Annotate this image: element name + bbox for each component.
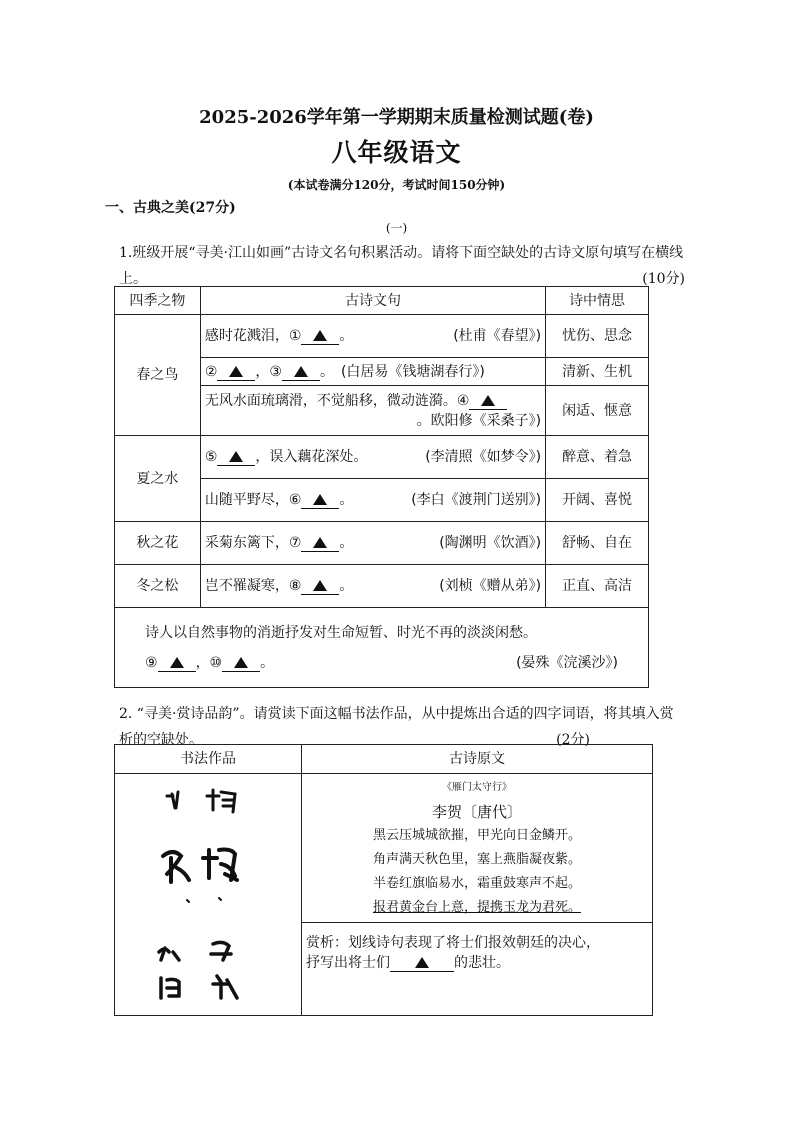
header-verse: 古诗文句 bbox=[200, 287, 545, 315]
verse-row-1: 感时花溅泪，① 。 (杜甫《春望》) bbox=[200, 315, 545, 358]
analysis-line-2: 抒写出将士们 的悲壮。 bbox=[305, 955, 510, 971]
analysis-line-1: 赏析：划线诗句表现了将士们报效朝廷的决心， bbox=[305, 935, 600, 951]
triangle-icon bbox=[313, 494, 327, 505]
header-season: 四季之物 bbox=[115, 287, 201, 315]
poem-fill-table bbox=[114, 286, 649, 688]
question-1-score: (10分) bbox=[642, 271, 685, 287]
poem-line: 黑云压城城欲摧，甲光向日金鳞开。 bbox=[372, 828, 581, 843]
emotion-row-5: 开阔、喜悦 bbox=[546, 479, 649, 522]
poem-line: 半卷红旗临易水，霜重鼓寒声不起。 bbox=[372, 876, 581, 891]
triangle-icon bbox=[481, 395, 495, 406]
header-emotion: 诗中情思 bbox=[546, 287, 649, 315]
poem-line-underlined: 报君黄金台上意，提携玉龙为君死。 bbox=[372, 900, 581, 915]
season-summer: 夏之水 bbox=[115, 436, 201, 522]
emotion-row-1: 忧伤、思念 bbox=[546, 315, 649, 358]
answer-blank-7[interactable] bbox=[301, 535, 339, 552]
verse-row-2: ② ，③ 。 (白居易《钱塘湖春行》) bbox=[200, 358, 545, 386]
verse-row-6: 采菊东篱下，⑦ 。 (陶渊明《饮酒》) bbox=[200, 522, 545, 565]
calligraphy-image bbox=[115, 784, 299, 1006]
emotion-row-6: 舒畅、自在 bbox=[546, 522, 649, 565]
answer-blank-5[interactable] bbox=[217, 449, 255, 466]
answer-blank-analysis[interactable] bbox=[390, 955, 454, 972]
season-winter: 冬之松 bbox=[115, 565, 201, 608]
emotion-row-3: 闲适、惬意 bbox=[546, 386, 649, 436]
calligraphy-table bbox=[114, 744, 653, 1016]
exam-title: 2025-2026学年第一学期期末质量检测试题(卷) bbox=[199, 107, 594, 128]
emotion-row-7: 正直、高洁 bbox=[546, 565, 649, 608]
question-1-text: 1.班级开展“寻美·江山如画”古诗文名句积累活动。请将下面空缺处的古诗文原句填写在横线上。 bbox=[119, 245, 684, 287]
subject-title: 八年级语文 bbox=[331, 138, 462, 167]
emotion-row-2: 清新、生机 bbox=[546, 358, 649, 386]
poem-title: 《雁门太守行》 bbox=[441, 782, 512, 793]
analysis-cell bbox=[301, 923, 652, 1016]
emotion-row-4: 醉意、着急 bbox=[546, 436, 649, 479]
verse-row-4: ⑤ ，误入藕花深处。 (李清照《如梦令》) bbox=[200, 436, 545, 479]
answer-blank-1[interactable] bbox=[301, 328, 339, 345]
question-2-text: 2. “寻美·赏诗品韵”。请赏读下面这幅书法作品，从中提炼出合适的四字词语，将其填入赏析的空缺处。 bbox=[119, 706, 674, 748]
triangle-icon bbox=[229, 366, 243, 377]
verse-row-7: 岂不罹凝寒，⑧ 。 (刘桢《赠从弟》) bbox=[200, 565, 545, 608]
question-1 bbox=[119, 240, 685, 292]
question-2-score: (2分) bbox=[556, 732, 590, 748]
verse-row-8: 诗人以自然事物的消逝抒发对生命短暂、时光不再的淡淡闲愁。 ⑨ ，⑩ 。 (晏殊《浣溪沙》) bbox=[115, 608, 649, 688]
answer-blank-10[interactable] bbox=[222, 655, 260, 672]
section-heading: 一、古典之美(27分) bbox=[105, 200, 236, 216]
triangle-icon bbox=[415, 957, 429, 968]
triangle-icon bbox=[313, 330, 327, 341]
verse-row-5: 山随平野尽，⑥ 。 (李白《渡荆门送别》) bbox=[200, 479, 545, 522]
season-spring: 春之鸟 bbox=[115, 315, 201, 436]
answer-blank-2[interactable] bbox=[217, 364, 255, 381]
answer-blank-9[interactable] bbox=[158, 655, 196, 672]
triangle-icon bbox=[234, 657, 248, 668]
answer-blank-4[interactable] bbox=[469, 393, 507, 410]
triangle-icon bbox=[294, 366, 308, 377]
verse-row-3: 无风水面琉璃滑，不觉船移，微动涟漪。④ 。欧阳修《采桑子》) bbox=[200, 386, 545, 436]
triangle-icon bbox=[229, 451, 243, 462]
header-poem: 古诗原文 bbox=[301, 745, 652, 774]
part-label: (一) bbox=[385, 221, 408, 235]
triangle-icon bbox=[170, 657, 184, 668]
calligraphy-cell bbox=[115, 774, 302, 1016]
triangle-icon bbox=[313, 580, 327, 591]
poem-line: 角声满天秋色里，塞上燕脂凝夜紫。 bbox=[372, 852, 581, 867]
exam-note: (本试卷满分120分，考试时间150分钟) bbox=[287, 178, 506, 192]
poem-author: 李贺〔唐代〕 bbox=[431, 803, 522, 821]
poem-cell bbox=[301, 774, 652, 923]
season-autumn: 秋之花 bbox=[115, 522, 201, 565]
answer-blank-6[interactable] bbox=[301, 492, 339, 509]
header-calligraphy: 书法作品 bbox=[115, 745, 302, 774]
triangle-icon bbox=[313, 537, 327, 548]
answer-blank-8[interactable] bbox=[301, 578, 339, 595]
answer-blank-3[interactable] bbox=[282, 364, 320, 381]
